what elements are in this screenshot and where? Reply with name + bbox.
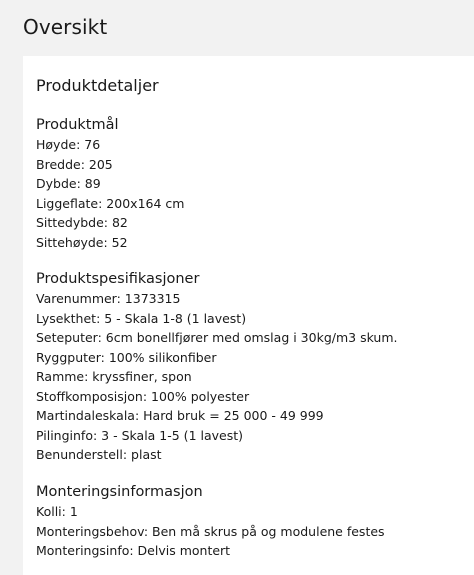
list-item: Martindaleskala: Hard bruk = 25 000 - 49 999	[36, 408, 324, 423]
list-item: Pilinginfo: 3 - Skala 1-5 (1 lavest)	[36, 427, 244, 443]
card-title: Produktdetaljer	[36, 76, 159, 95]
list-item: Liggeflate: 200x164 cm	[36, 195, 185, 211]
list-item: Ryggputer: 100% silikonfiber	[36, 349, 217, 365]
list-item: Monteringsbehov: Ben må skrus på og modulene festes	[36, 523, 385, 539]
list-item: Sittedybde: 82	[36, 215, 128, 230]
detail-list	[36, 135, 184, 252]
list-item: Dybde: 89	[36, 176, 101, 191]
list-item: Lysekthet: 5 - Skala 1-8 (1 lavest)	[36, 310, 247, 326]
list-item: Ramme: kryssfiner, spon	[36, 369, 192, 384]
list-item: Kolli: 1	[36, 504, 78, 519]
list-item: Sittehøyde: 52	[36, 234, 128, 250]
list-item: Monteringsinfo: Delvis montert	[36, 543, 231, 558]
list-item: Høyde: 76	[36, 137, 101, 152]
section-product-dimensions	[36, 115, 184, 252]
section-product-specifications	[36, 269, 398, 465]
detail-list	[36, 502, 385, 561]
section-heading: Produktmål	[36, 117, 119, 133]
section-heading: Monteringsinformasjon	[36, 484, 203, 500]
section-heading: Produktspesifikasjoner	[36, 271, 200, 287]
list-item: Stoffkomposisjon: 100% polyester	[36, 388, 250, 404]
list-item: Bredde: 205	[36, 156, 113, 172]
list-item: Benunderstell: plast	[36, 447, 162, 462]
list-item: Varenummer: 1373315	[36, 291, 181, 306]
detail-list	[36, 289, 398, 465]
list-item: Seteputer: 6cm bonellfjører med omslag i 30kg/m3 skum.	[36, 330, 398, 345]
product-details-card	[23, 56, 474, 575]
section-mounting-information	[36, 482, 385, 561]
page-title: Oversikt	[23, 15, 108, 39]
